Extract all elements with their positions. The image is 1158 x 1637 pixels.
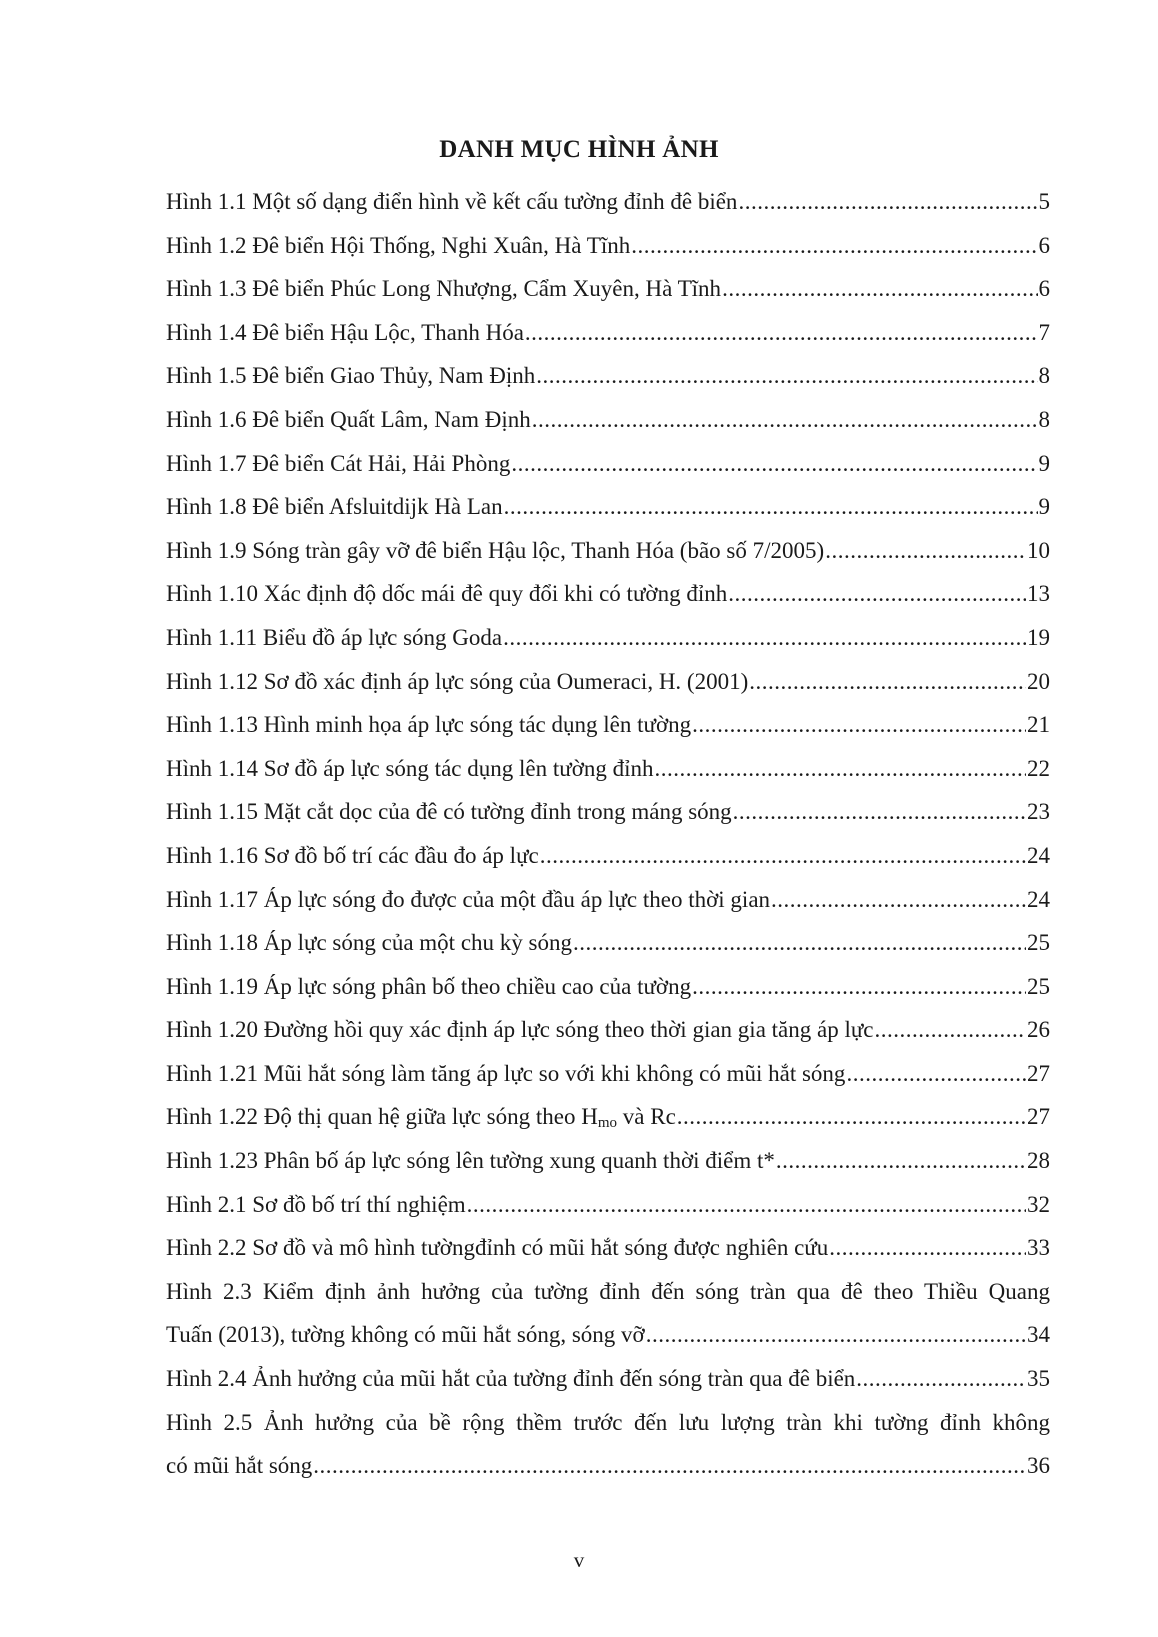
entry-page: 10	[1027, 537, 1050, 563]
dot-leader	[856, 1357, 1026, 1401]
dot-leader	[771, 878, 1026, 922]
entry-text: Hình 1.23 Phân bố áp lực sóng lên tường xung quanh thời điểm t*	[166, 1148, 775, 1174]
toc-entry[interactable]	[166, 1270, 1050, 1357]
page-title: DANH MỤC HÌNH ẢNH	[439, 136, 719, 163]
entry-page: 9	[1038, 494, 1050, 520]
entry-page: 32	[1027, 1191, 1050, 1217]
entry-page: 24	[1027, 886, 1050, 912]
toc-entry[interactable]	[166, 398, 1050, 442]
entry-page: 6	[1038, 276, 1050, 302]
entry-page: 9	[1038, 450, 1050, 476]
toc-entry[interactable]	[166, 834, 1050, 878]
dot-leader	[573, 921, 1026, 965]
entry-text: Hình 1.11 Biểu đồ áp lực sóng Goda	[166, 624, 503, 650]
entry-text: Hình 1.21 Mũi hắt sóng làm tăng áp lực so với khi không có mũi hắt sóng	[166, 1060, 846, 1086]
toc-entry[interactable]	[166, 1095, 1050, 1139]
entry-text: Hình 1.19 Áp lực sóng phân bố theo chiều cao của tường	[166, 973, 692, 999]
toc-entry[interactable]	[166, 921, 1050, 965]
toc-entry[interactable]	[166, 1052, 1050, 1096]
toc-entry[interactable]	[166, 1401, 1050, 1488]
toc-entry[interactable]	[166, 616, 1050, 660]
entry-page: 20	[1027, 668, 1050, 694]
entry-text: Hình 1.6 Đê biển Quất Lâm, Nam Định	[166, 406, 531, 432]
entry-page: 7	[1038, 319, 1050, 345]
toc-entry[interactable]	[166, 1008, 1050, 1052]
entry-page: 27	[1027, 1104, 1050, 1130]
toc-entry[interactable]	[166, 1183, 1050, 1227]
toc-entry[interactable]	[166, 442, 1050, 486]
entry-page: 21	[1027, 712, 1050, 738]
dot-leader	[692, 703, 1026, 747]
dot-leader	[829, 1226, 1026, 1270]
entry-text: Hình 1.14 Sơ đồ áp lực sóng tác dụng lên tường đỉnh	[166, 755, 654, 781]
entry-page: 5	[1038, 189, 1050, 214]
toc-entry[interactable]	[166, 703, 1050, 747]
dot-leader	[776, 1139, 1026, 1183]
dot-leader	[511, 442, 1037, 486]
dot-leader	[646, 1313, 1026, 1357]
entry-page: 33	[1027, 1235, 1050, 1261]
subscript-mo: mo	[597, 1115, 618, 1132]
dot-leader	[536, 354, 1037, 398]
entry-page: 13	[1027, 581, 1050, 607]
entry-page: 25	[1027, 973, 1050, 999]
entry-page: 22	[1027, 755, 1050, 781]
dot-leader	[525, 311, 1038, 355]
entry-text-line1: Hình 2.3 Kiểm định ảnh hưởng của tường đỉnh đến sóng tràn qua đê theo Thiều Quang	[166, 1278, 1050, 1304]
entry-text: Hình 1.16 Sơ đồ bố trí các đầu đo áp lực	[166, 842, 539, 868]
toc-entry[interactable]	[166, 965, 1050, 1009]
entry-text-pre: Hình 1.22 Độ thị quan hệ giữa lực sóng theo H	[166, 1104, 598, 1130]
toc-entry[interactable]	[166, 180, 1050, 224]
toc-entry[interactable]	[166, 267, 1050, 311]
entry-text: Hình 1.12 Sơ đồ xác định áp lực sóng của Oumeraci, H. (2001)	[166, 668, 749, 694]
toc-entry[interactable]	[166, 572, 1050, 616]
entry-page: 27	[1027, 1060, 1050, 1086]
toc-entry[interactable]	[166, 485, 1050, 529]
entry-text: Hình 1.17 Áp lực sóng đo được của một đầu áp lực theo thời gian	[166, 886, 771, 912]
dot-leader	[532, 398, 1038, 442]
toc-entry[interactable]	[166, 224, 1050, 268]
entry-text: Hình 1.18 Áp lực sóng của một chu kỳ sóng	[166, 930, 572, 956]
dot-leader	[467, 1183, 1026, 1227]
dot-leader	[504, 485, 1038, 529]
dot-leader	[825, 529, 1026, 573]
entry-page: 28	[1027, 1148, 1050, 1174]
entry-page: 34	[1027, 1322, 1050, 1348]
dot-leader	[728, 572, 1026, 616]
entry-page: 24	[1027, 842, 1050, 868]
entry-text: Hình 1.10 Xác định độ dốc mái đê quy đổi khi có tường đỉnh	[166, 581, 728, 607]
toc-entry[interactable]	[166, 311, 1050, 355]
dot-leader	[540, 834, 1026, 878]
toc-entry[interactable]	[166, 354, 1050, 398]
entry-page: 8	[1038, 363, 1050, 389]
dot-leader	[503, 616, 1026, 660]
entry-text: Hình 1.9 Sóng tràn gây vỡ đê biển Hậu lộc, Thanh Hóa (bão số 7/2005)	[166, 537, 825, 563]
entry-text: Hình 1.15 Mặt cắt dọc của đê có tường đỉnh trong máng sóng	[166, 799, 732, 825]
entry-text: Hình 1.7 Đê biển Cát Hải, Hải Phòng	[166, 450, 511, 476]
entry-text: Hình 1.1 Một số dạng điển hình về kết cấu tường đỉnh đê biển	[166, 189, 738, 214]
entry-text: Hình 1.3 Đê biển Phúc Long Nhượng, Cẩm Xuyên, Hà Tĩnh	[166, 276, 722, 302]
entry-text: Hình 2.1 Sơ đồ bố trí thí nghiệm	[166, 1191, 466, 1217]
toc-entry[interactable]	[166, 660, 1050, 704]
toc-entry[interactable]	[166, 1357, 1050, 1401]
toc-entry[interactable]	[166, 747, 1050, 791]
entry-text-line2: Tuấn (2013), tường không có mũi hắt sóng, sóng vỡ	[166, 1322, 645, 1348]
entry-text: Hình 2.4 Ảnh hưởng của mũi hắt của tường đỉnh đến sóng tràn qua đê biển	[166, 1366, 856, 1392]
entry-page: 8	[1038, 406, 1050, 432]
entry-text-post: và Rc	[617, 1104, 676, 1130]
entry-text: Hình 1.20 Đường hồi quy xác định áp lực sóng theo thời gian gia tăng áp lực	[166, 1017, 874, 1043]
toc-entry[interactable]	[166, 1139, 1050, 1183]
toc-entry[interactable]	[166, 790, 1050, 834]
entry-page: 35	[1027, 1366, 1050, 1392]
entry-page: 23	[1027, 799, 1050, 825]
entry-text-line1: Hình 2.5 Ảnh hưởng của bề rộng thềm trước đến lưu lượng tràn khi tường đỉnh không	[166, 1409, 1050, 1435]
dot-leader	[749, 660, 1026, 704]
dot-leader	[733, 790, 1026, 834]
entry-page: 19	[1027, 624, 1050, 650]
dot-leader	[313, 1444, 1026, 1488]
dot-leader	[722, 267, 1037, 311]
entry-text: Hình 1.4 Đê biển Hậu Lộc, Thanh Hóa	[166, 319, 524, 345]
entry-text-line2: có mũi hắt sóng	[166, 1453, 313, 1479]
entry-text: Hình 2.2 Sơ đồ và mô hình tườngđỉnh có mũi hắt sóng được nghiên cứu	[166, 1235, 829, 1261]
dot-leader	[677, 1095, 1026, 1139]
entry-page: 26	[1027, 1017, 1050, 1043]
toc-entry[interactable]	[166, 878, 1050, 922]
dot-leader	[655, 747, 1027, 791]
dot-leader	[631, 224, 1037, 268]
entry-text: Hình 1.5 Đê biển Giao Thủy, Nam Định	[166, 363, 536, 389]
figure-list	[166, 180, 1050, 1488]
entry-page: 36	[1027, 1453, 1050, 1479]
toc-entry[interactable]	[166, 529, 1050, 573]
entry-text: Hình 1.8 Đê biển Afsluitdijk Hà Lan	[166, 494, 503, 520]
dot-leader	[875, 1008, 1026, 1052]
entry-page: 6	[1038, 232, 1050, 258]
dot-leader	[846, 1052, 1026, 1096]
toc-entry[interactable]	[166, 1226, 1050, 1270]
dot-leader	[692, 965, 1026, 1009]
entry-page: 25	[1027, 930, 1050, 956]
page-number: v	[573, 1548, 585, 1572]
entry-text: Hình 1.13 Hình minh họa áp lực sóng tác dụng lên tường	[166, 712, 692, 738]
dot-leader	[738, 180, 1037, 224]
entry-text: Hình 1.2 Đê biển Hội Thống, Nghi Xuân, Hà Tĩnh	[166, 232, 631, 258]
